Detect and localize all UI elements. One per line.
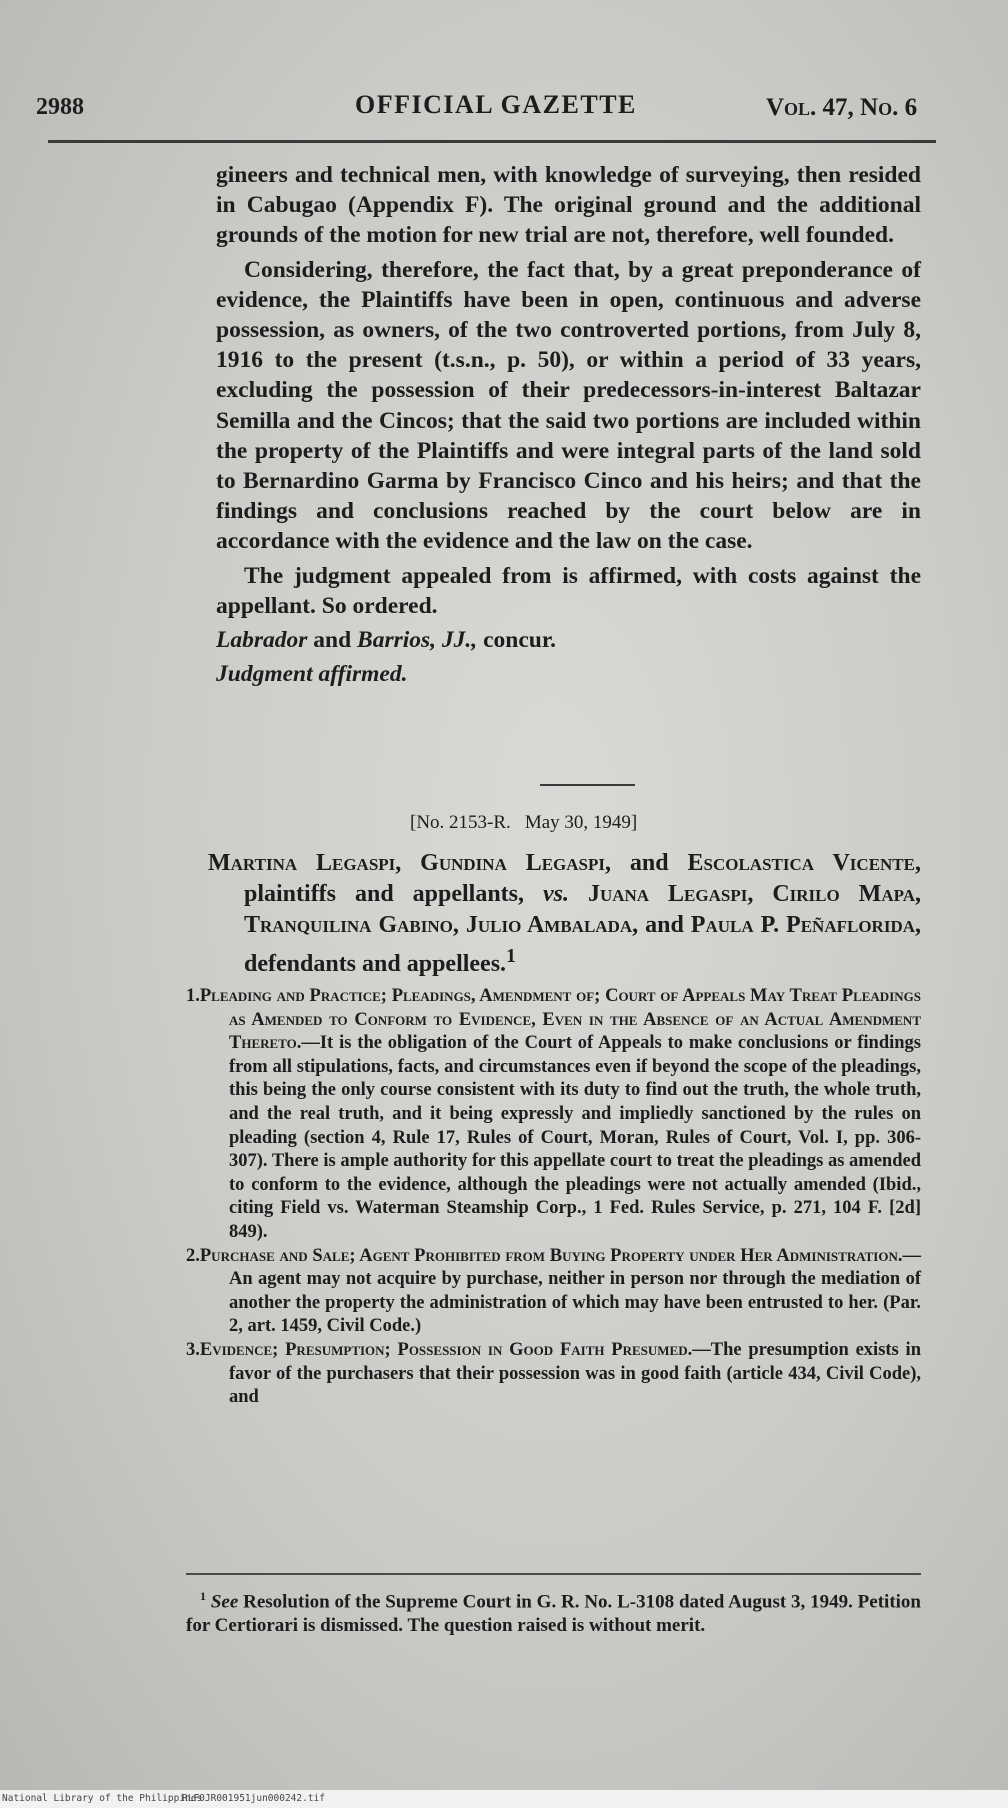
case-date: May 30, 1949] (524, 812, 638, 833)
case-number: [No. 2153-R. (410, 812, 511, 833)
syllabus-heading: Evidence; Presumption; Possession in Good Faith Presumed. (199, 1339, 693, 1360)
party-name: Cirilo Mapa, (772, 881, 922, 907)
defendant-role: defendants and appellees. (244, 951, 507, 977)
footnote-see: See (210, 1591, 239, 1613)
opinion-conclusion (216, 160, 921, 693)
party-name: Tranquilina Gabino, (244, 912, 459, 938)
opinion-paragraph: Considering, therefore, the fact that, by a great preponderance of evidence, the Plaintiffs have been in open, continuous and adverse possession, as owners, of the two controverted portions, from July 8, 1916 to the present (t.s.n., p. 50), or within a period of 33 years, excluding the possession of their predecessors-in-interest Baltazar Semilla and the Cincos; that the said two portions are included within the property of the Plaintiffs and were integral parts of the land sold to Bernardino Garma by Francisco Cinco and his heirs; and that the findings and conclusions reached by the court below are in accordance with the evidence and the law on the case. (216, 256, 921, 555)
party-name: Julio Ambalada, (465, 912, 639, 938)
concur-and: and (313, 627, 352, 654)
syllabus (186, 985, 921, 1410)
party-name: Paula P. Peñaflorida, (690, 912, 921, 938)
concur-judge-1: Labrador (216, 627, 308, 654)
header-rule (48, 140, 936, 143)
syllabus-item: 2.Purchase and Sale; Agent Prohibited from Buying Property under Her Administration.—An agent may not acquire by purchase, neither in person nor through the mediation of another the property the administration of which may have been entrusted to her. (Par. 2, art. 1459, Civil Code.) (186, 1245, 921, 1337)
syllabus-heading: Purchase and Sale; Agent Prohibited from Buying Property under Her Administration. (199, 1245, 903, 1266)
footnote-mark: 1 (200, 1589, 206, 1603)
case-parties: Martina Legaspi, Gundina Legaspi, and Escolastica Vicente, plaintiffs and appellants, vs. Juana Legaspi, Cirilo Mapa, Tranquilina Gabino, Julio Ambalada, and Paula P. Peñaflorida, defendants and appellees.$^1$ (208, 850, 922, 977)
disposition: Judgment affirmed. (216, 661, 408, 688)
syllabus-text: —An agent may not acquire by purchase, neither in person nor through the mediation of another the property the administration of which may have been entrusted to her. (Par. 2, art. 1459, Civil Code.) (229, 1245, 921, 1337)
concur-word: concur. (483, 627, 556, 654)
footnote-reference: 1 (506, 945, 517, 967)
page-header (0, 90, 1008, 130)
case-number-line (410, 812, 651, 834)
party-name: Escolastica Vicente, (687, 850, 921, 876)
party-name: Juana Legaspi, (587, 881, 754, 907)
scan-library: National Library of the Philippines (2, 1793, 203, 1804)
syllabus-item: 3.Evidence; Presumption; Possession in Good Faith Presumed.—The presumption exists in favor of the purchasers that their possession was in good faith (article 434, Civil Code), and (186, 1339, 921, 1408)
plaintiff-role: plaintiffs and appellants, (244, 881, 525, 907)
page-number: 2988 (36, 94, 84, 120)
opinion-paragraph: gineers and technical men, with knowledge of surveying, then resided in Cabugao (Appendix F). The original ground and the additional grounds of the motion for new trial are not, therefore, well founded. (216, 162, 921, 249)
party-name: Gundina Legaspi, (420, 850, 612, 876)
scan-file: RLF0JR001951jun000242.tif (182, 1793, 325, 1804)
footnote (186, 1584, 921, 1638)
opinion-paragraph: The judgment appealed from is affirmed, with costs against the appellant. So ordered. (216, 562, 921, 619)
scan-footer (0, 1790, 1008, 1808)
section-separator (540, 784, 635, 786)
volume-number: Vol. 47, No. 6 (766, 94, 918, 121)
party-name: Martina Legaspi, (208, 850, 402, 876)
concurring-justices (216, 625, 921, 655)
footnote-rule (186, 1573, 921, 1575)
versus: vs. (542, 881, 569, 907)
syllabus-item: 1.Pleading and Practice; Pleadings, Amendment of; Court of Appeals May Treat Pleadings as Amended to Conform to Evidence, Even in the Absence of an Actual Amendment Thereto.—It is the obligation of the Court of Appeals to make conclusions or findings from all stipulations, facts, and circumstances even if beyond the scope of the pleadings, this being the only course consistent with its duty to find out the truth, the whole truth, and the real truth, and it being expressly and impliedly sanctioned by the rules on pleading (section 4, Rule 17, Rules of Court, Moran, Rules of Court, Vol. I, pp. 306-307). There is ample authority for this appellate court to treat the pleadings as amended to conform to the evidence, although the pleadings were not actually amended (Ibid., citing Field vs. Waterman Steamship Corp., 1 Fed. Rules Service, p. 271, 104 F. [2d] 849). (186, 986, 921, 1242)
syllabus-text: —It is the obligation of the Court of Appeals to make conclusions or findings from all stipulations, facts, and circumstances even if beyond the scope of the pleadings, this being the only course consistent with its duty to find out the truth, the whole truth, and the real truth, and it being expressly and impliedly sanctioned by the rules on pleading (section 4, Rule 17, Rules of Court, Moran, Rules of Court, Vol. I, pp. 306-307). There is ample authority for this appellate court to treat the pleadings as amended to conform to the evidence, although the pleadings were not actually amended (Ibid., citing Field vs. Waterman Steamship Corp., 1 Fed. Rules Service, p. 271, 104 F. [2d] 849). (229, 1033, 921, 1242)
footnote-text: Resolution of the Supreme Court in G. R. No. L-3108 dated August 3, 1949. Petition for Certiorari is dismissed. The question raised is without merit. (186, 1591, 921, 1637)
syllabus-heading: Pleading and Practice; Pleadings, Amendment of; Court of Appeals May Treat Pleadings as Amended to Conform to Evidence, Even in the Absence of an Actual Amendment Thereto. (199, 986, 921, 1054)
concur-judge-2: Barrios, JJ., (357, 627, 478, 654)
syllabus-text: —The presumption exists in favor of the purchasers that their possession was in good faith (article 434, Civil Code), and (229, 1339, 921, 1408)
publication-title: OFFICIAL GAZETTE (355, 90, 637, 119)
